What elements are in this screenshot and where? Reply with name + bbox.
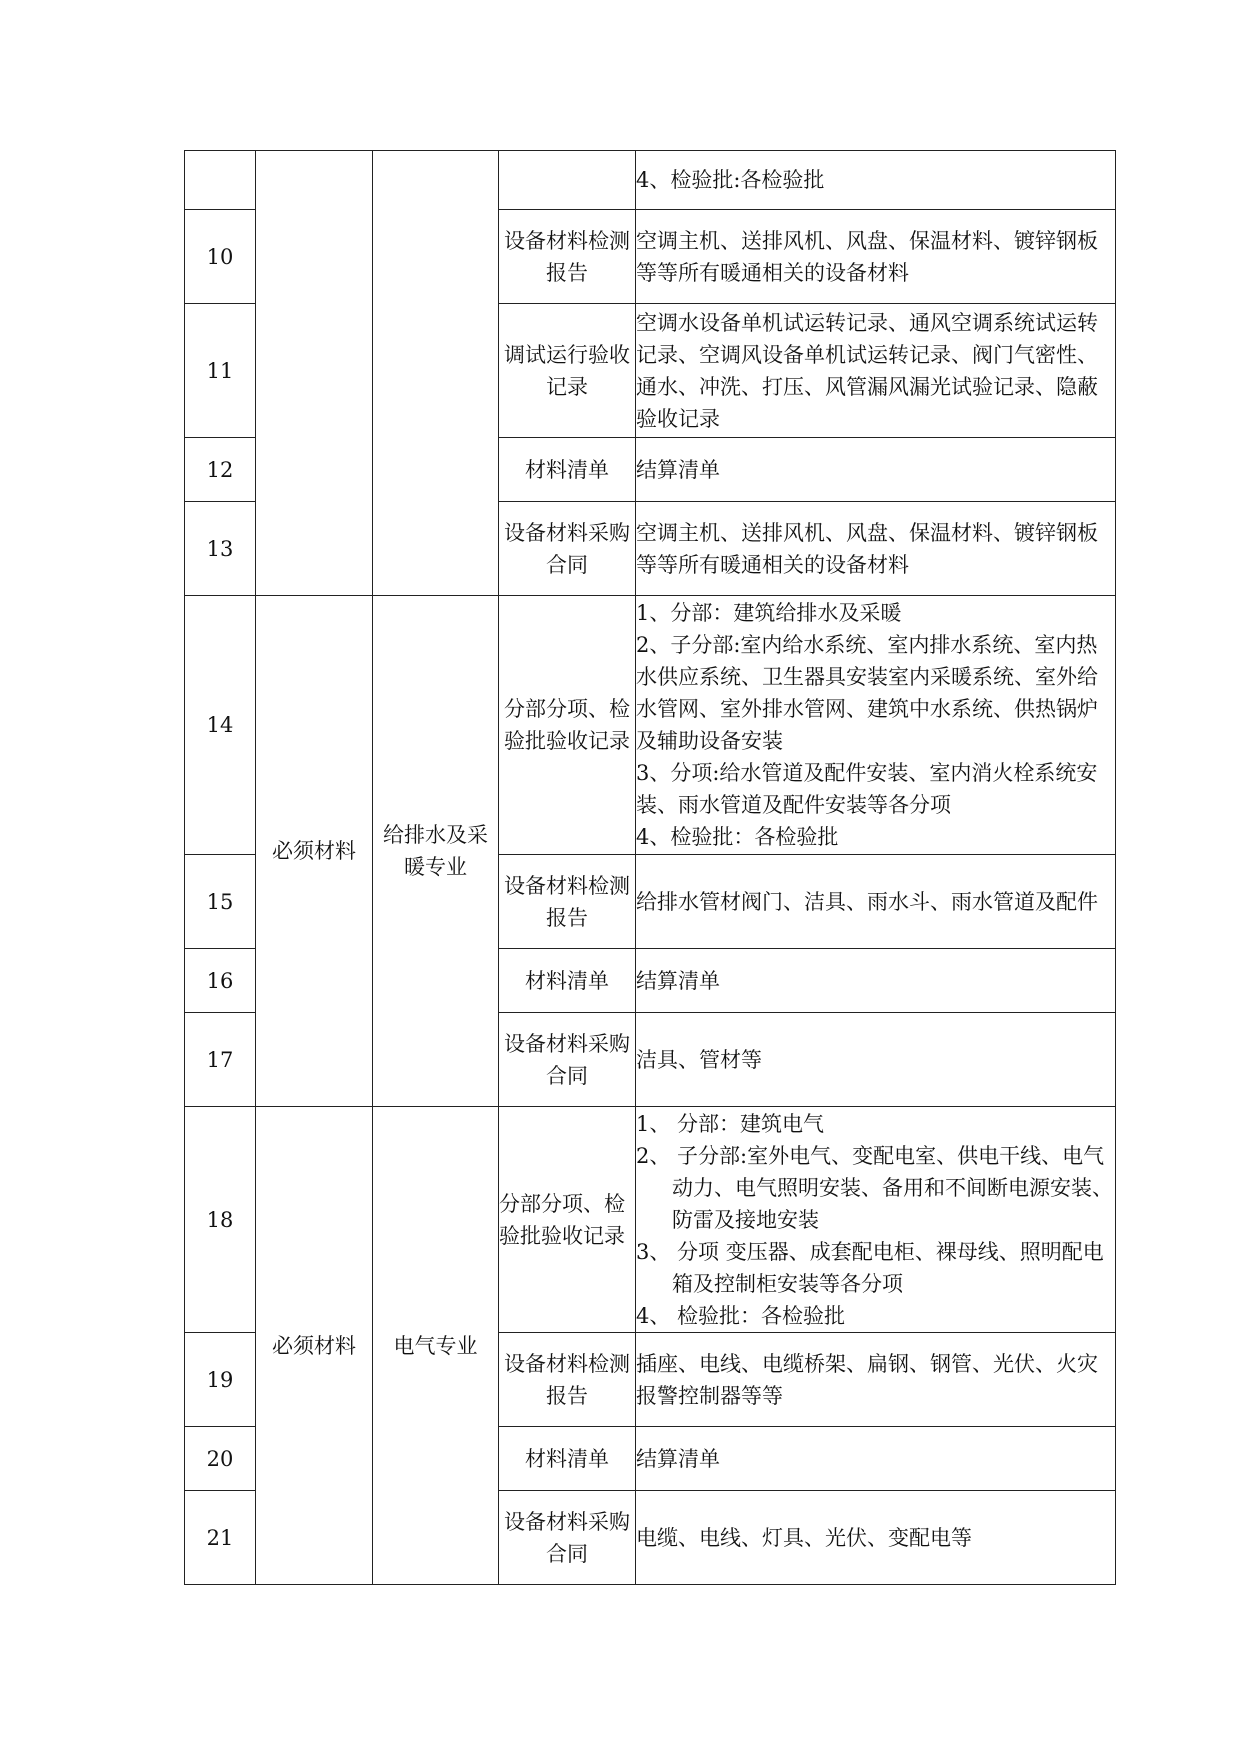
specialty-cell	[373, 151, 499, 596]
category-cell: 材料清单	[499, 1427, 636, 1491]
content-line: 空调主机、送排风机、风盘、保温材料、镀锌钢板等等所有暖通相关的设备材料	[636, 228, 1098, 285]
content-cell	[636, 1333, 1116, 1427]
category-cell: 材料清单	[499, 438, 636, 502]
row-number: 16	[185, 949, 256, 1013]
category-cell: 设备材料检测报告	[499, 210, 636, 304]
content-cell	[636, 502, 1116, 596]
specialty-cell: 电气专业	[373, 1107, 499, 1585]
materials-table	[184, 150, 1116, 1585]
content-cell	[636, 1427, 1116, 1491]
content-line: 3、分项:给水管道及配件安装、室内消火栓系统安装、雨水管道及配件安装等各分项	[636, 761, 1098, 817]
content-line: 给排水管材阀门、洁具、雨水斗、雨水管道及配件	[636, 889, 1098, 914]
requirement-cell	[256, 151, 373, 596]
row-number: 12	[185, 438, 256, 502]
content-line: 4、检验批：各检验批	[636, 825, 839, 849]
table-row	[185, 1107, 1116, 1333]
category-cell	[499, 151, 636, 210]
row-number: 18	[185, 1107, 256, 1333]
specialty-cell: 给排水及采暖专业	[373, 596, 499, 1107]
content-cell	[636, 210, 1116, 304]
requirement-cell: 必须材料	[256, 1107, 373, 1585]
content-line: 4、检验批:各检验批	[636, 168, 825, 192]
category-cell: 设备材料采购合同	[499, 1491, 636, 1585]
row-number: 11	[185, 304, 256, 438]
category-cell: 调试运行验收记录	[499, 304, 636, 438]
content-cell	[636, 855, 1116, 949]
content-cell	[636, 596, 1116, 855]
content-cell	[636, 1107, 1116, 1333]
category-cell: 设备材料采购合同	[499, 1013, 636, 1107]
content-line: 结算清单	[636, 1446, 720, 1471]
category-cell: 设备材料检测报告	[499, 855, 636, 949]
table-row	[185, 596, 1116, 855]
content-line: 结算清单	[636, 457, 720, 482]
content-line: 结算清单	[636, 968, 720, 993]
content-line: 4、 检验批：各检验批	[636, 1303, 846, 1328]
category-cell: 材料清单	[499, 949, 636, 1013]
row-number: 13	[185, 502, 256, 596]
requirement-cell: 必须材料	[256, 596, 373, 1107]
row-number: 15	[185, 855, 256, 949]
row-number: 21	[185, 1491, 256, 1585]
content-cell	[636, 1013, 1116, 1107]
content-cell	[636, 151, 1116, 210]
content-line: 2、 子分部:室外电气、变配电室、供电干线、电气动力、电气照明安装、备用和不间断电源安装、防雷及接地安装	[636, 1143, 1113, 1232]
category-cell: 设备材料采购合同	[499, 502, 636, 596]
content-line: 洁具、管材等	[636, 1047, 762, 1072]
table-row	[185, 151, 1116, 210]
content-line: 3、 分项 变压器、成套配电柜、裸母线、照明配电箱及控制柜安装等各分项	[636, 1239, 1104, 1296]
row-number: 14	[185, 596, 256, 855]
category-cell: 分部分项、检验批验收记录	[499, 1107, 636, 1333]
content-line: 1、分部：建筑给排水及采暖	[636, 601, 902, 625]
row-number: 20	[185, 1427, 256, 1491]
row-number	[185, 151, 256, 210]
content-line: 电缆、电线、灯具、光伏、变配电等	[636, 1525, 972, 1550]
category-cell: 分部分项、检验批验收记录	[499, 596, 636, 855]
content-cell	[636, 438, 1116, 502]
content-line: 空调主机、送排风机、风盘、保温材料、镀锌钢板等等所有暖通相关的设备材料	[636, 520, 1098, 577]
content-cell	[636, 1491, 1116, 1585]
content-line: 2、子分部:室内给水系统、室内排水系统、室内热水供应系统、卫生器具安装室内采暖系统、室外给水管网、室外排水管网、建筑中水系统、供热锅炉及辅助设备安装	[636, 633, 1098, 753]
category-cell: 设备材料检测报告	[499, 1333, 636, 1427]
content-cell	[636, 949, 1116, 1013]
content-line: 插座、电线、电缆桥架、扁钢、钢管、光伏、火灾报警控制器等等	[636, 1351, 1098, 1408]
content-line: 1、 分部：建筑电气	[636, 1111, 825, 1136]
row-number: 17	[185, 1013, 256, 1107]
row-number: 19	[185, 1333, 256, 1427]
content-line: 空调水设备单机试运转记录、通风空调系统试运转记录、空调风设备单机试运转记录、阀门气密性、通水、冲洗、打压、风管漏风漏光试验记录、隐蔽验收记录	[636, 310, 1098, 431]
content-cell	[636, 304, 1116, 438]
row-number: 10	[185, 210, 256, 304]
